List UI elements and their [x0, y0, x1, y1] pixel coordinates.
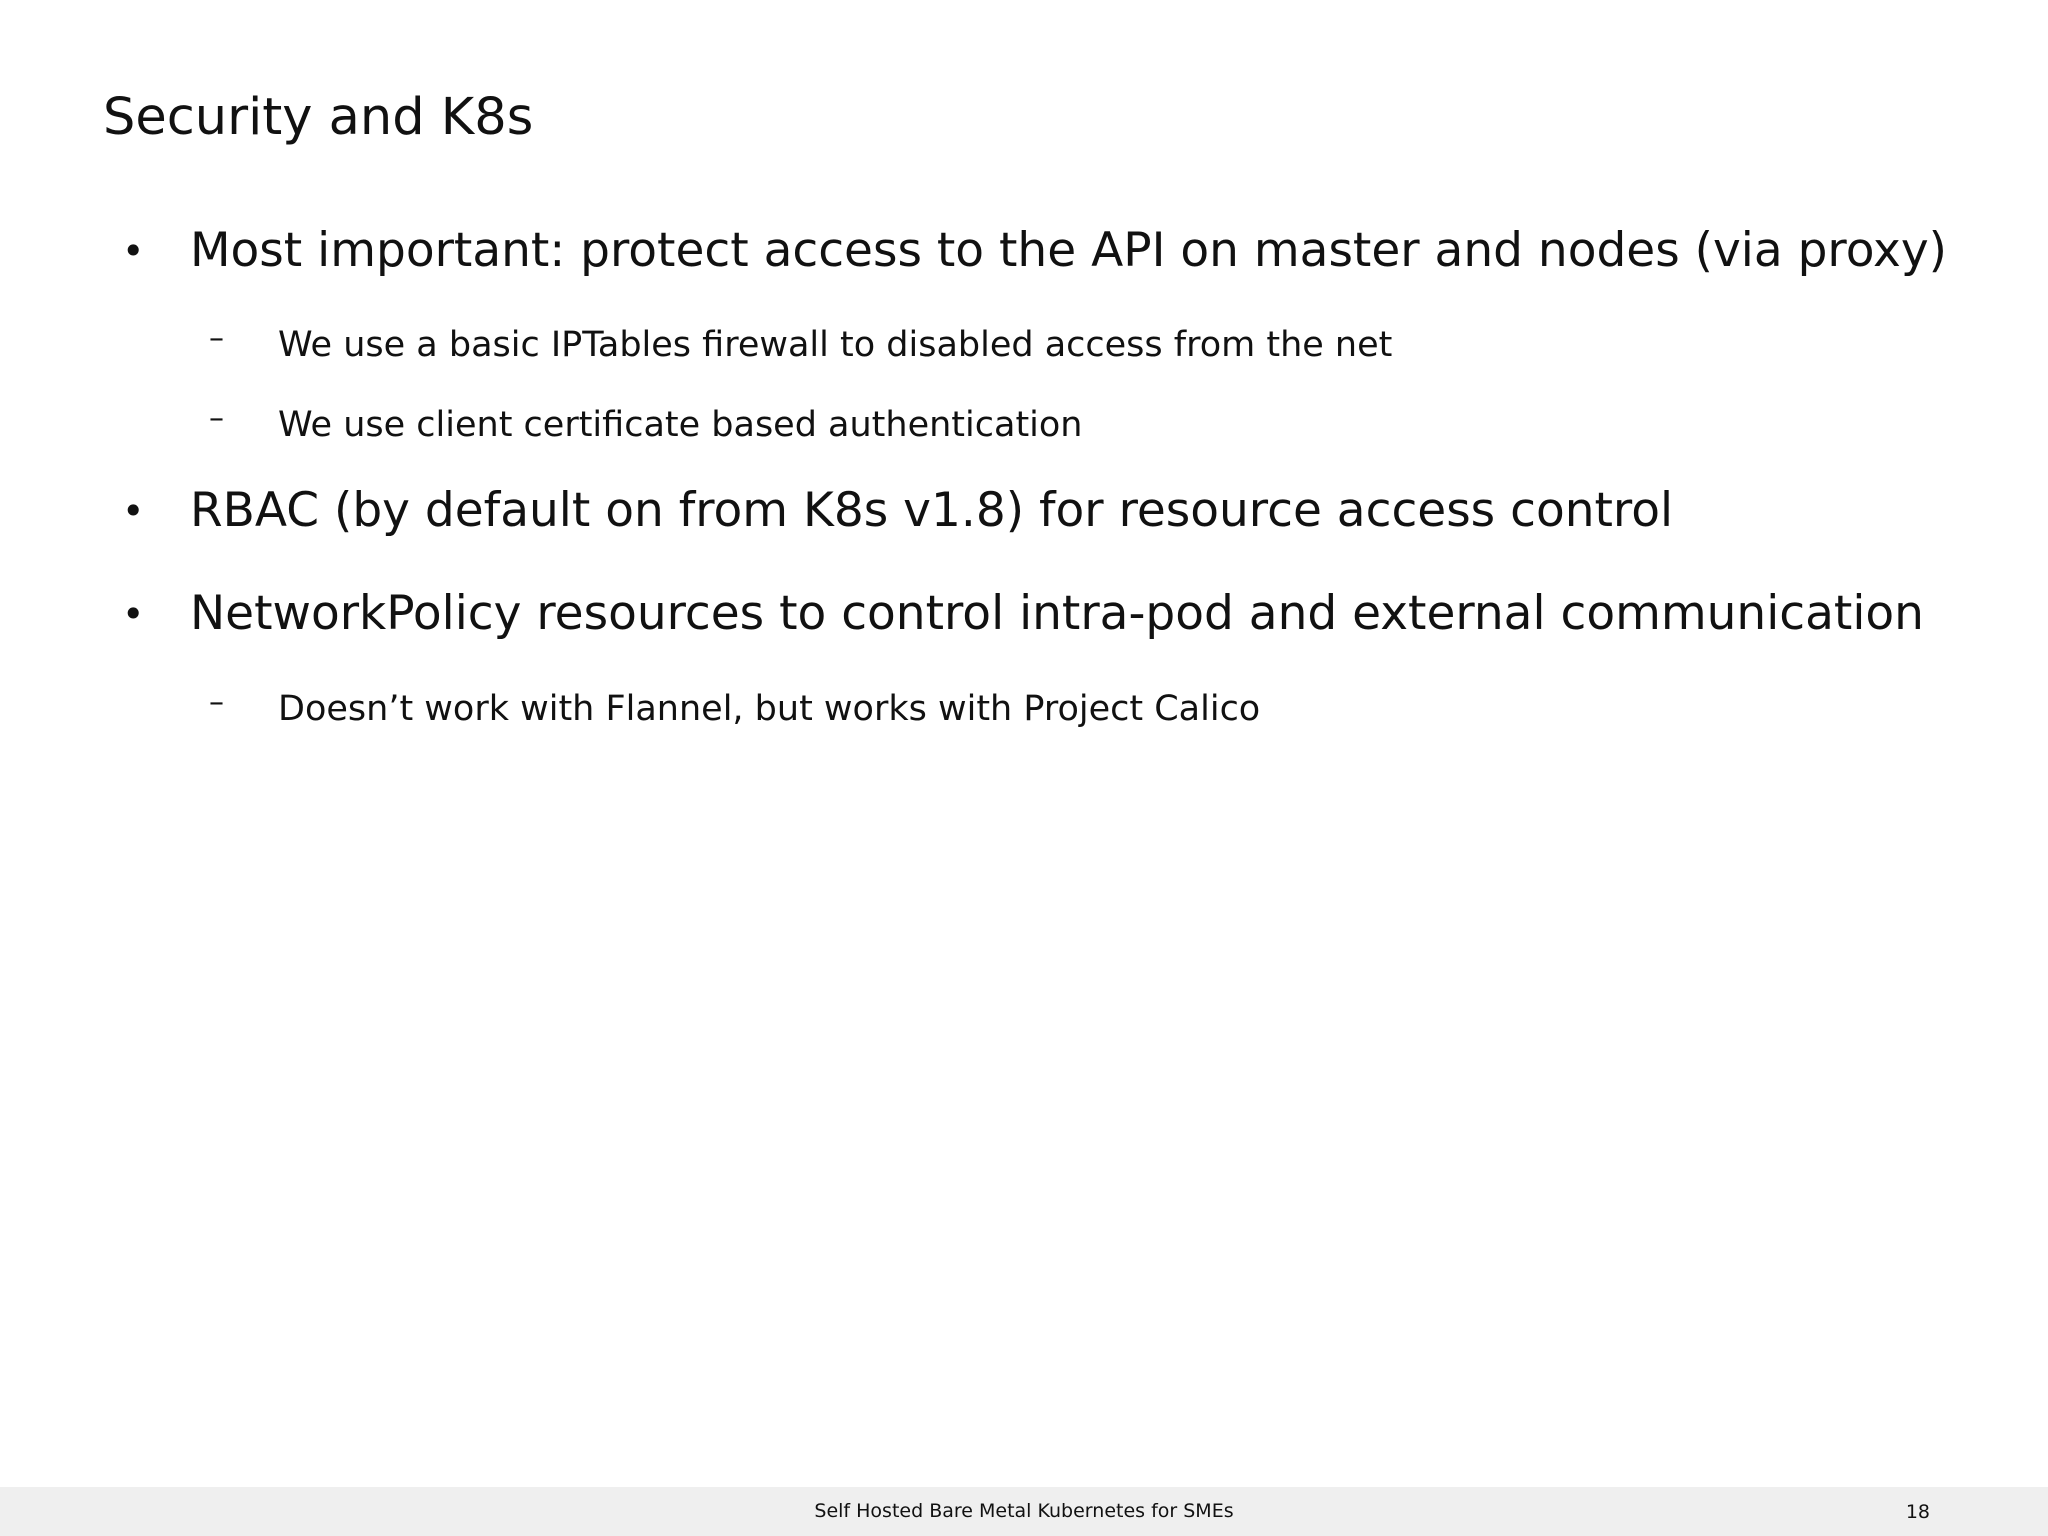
bullet-text: NetworkPolicy resources to control intra-pod and external communication — [190, 586, 1924, 641]
footer-title: Self Hosted Bare Metal Kubernetes for SMEs — [814, 1500, 1234, 1522]
slide-title: Security and K8s — [103, 88, 534, 147]
footer-bar — [0, 1487, 2048, 1536]
sub-bullet-text: We use a basic IPTables firewall to disabled access from the net — [278, 325, 1393, 365]
bullet-marker: • — [122, 229, 145, 273]
bullet-marker: • — [122, 592, 145, 636]
dash-marker: – — [209, 401, 224, 436]
bullet-text: Most important: protect access to the API on master and nodes (via proxy) — [190, 223, 1947, 278]
page-number: 18 — [1905, 1501, 1930, 1523]
dash-marker: – — [209, 321, 224, 356]
dash-marker: – — [209, 685, 224, 720]
bullet-marker: • — [122, 489, 145, 533]
sub-bullet-text: We use client certificate based authentication — [278, 405, 1083, 445]
bullet-text: RBAC (by default on from K8s v1.8) for resource access control — [190, 483, 1674, 538]
sub-bullet-text: Doesn’t work with Flannel, but works with Project Calico — [278, 689, 1261, 729]
